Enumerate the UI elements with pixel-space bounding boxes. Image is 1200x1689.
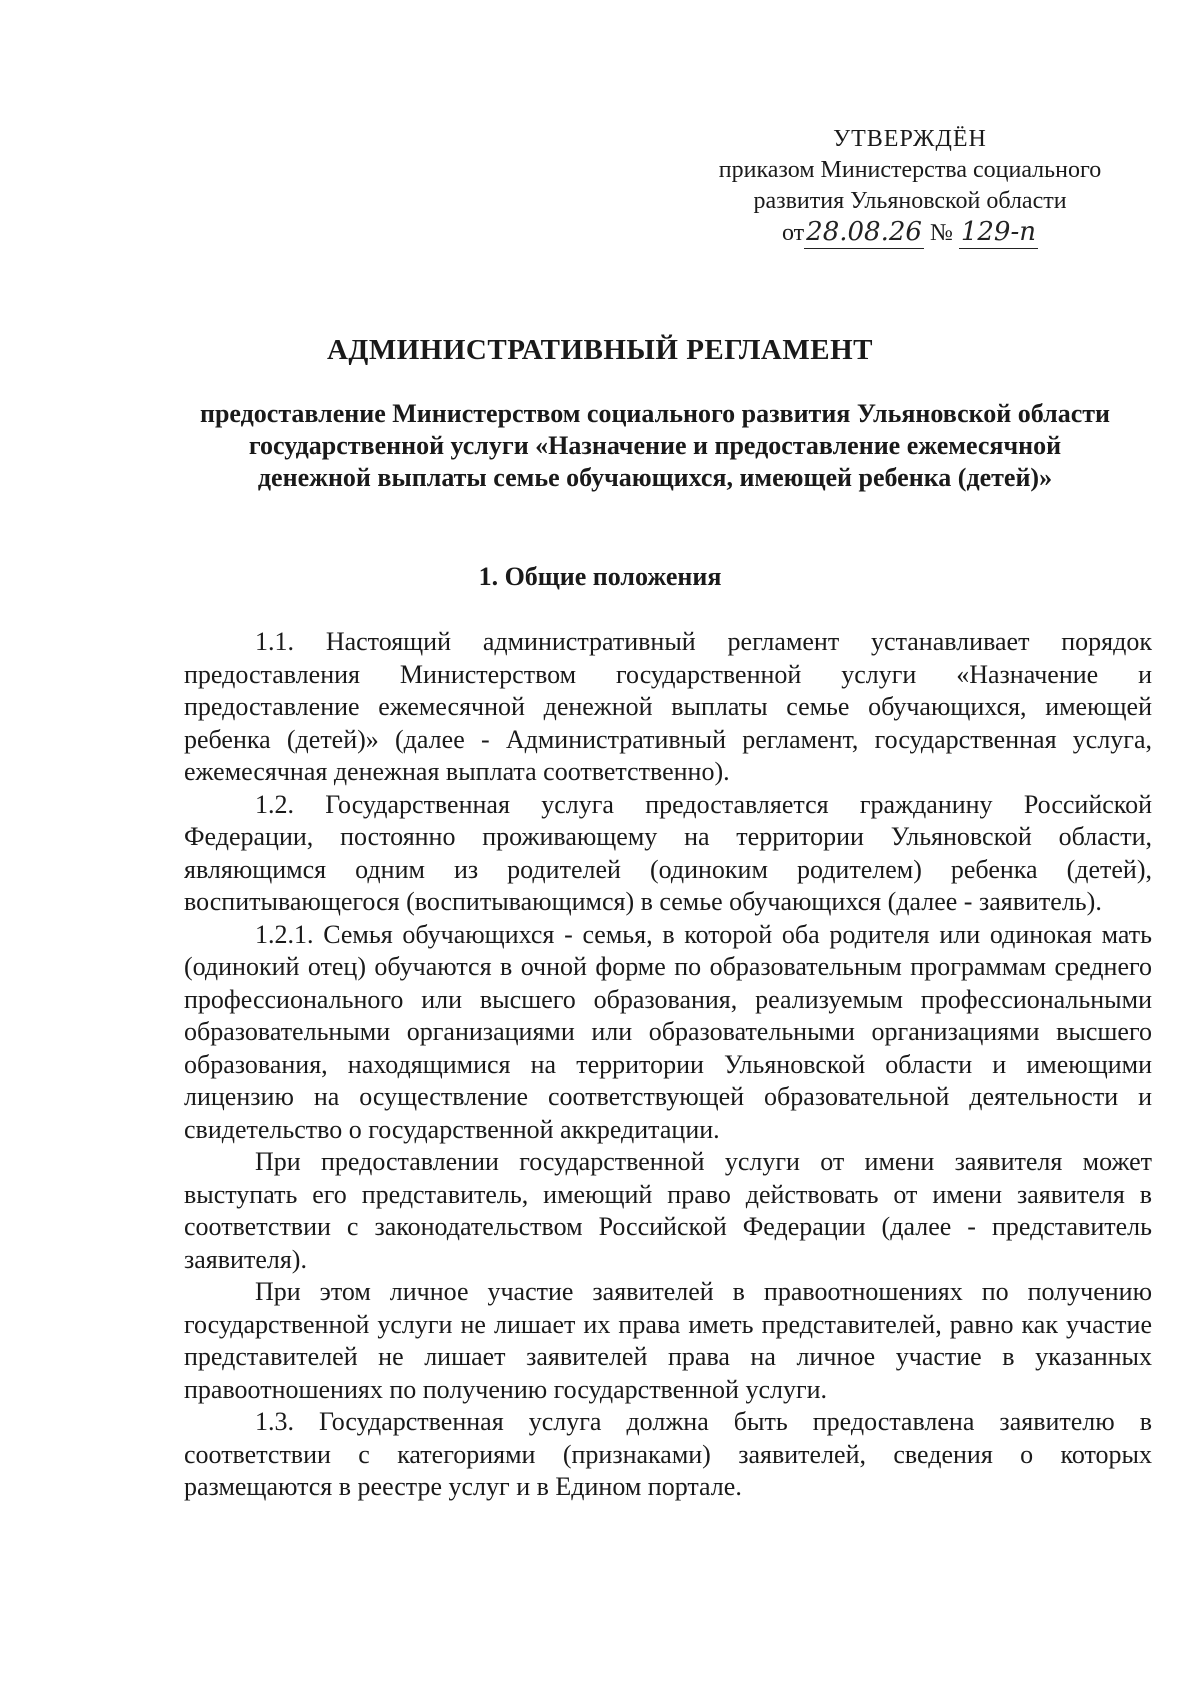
paragraph: 1.2. Государственная услуга предоставляется гражданину Российской Федерации, постоянно проживающему на территории Ульяновской области, являющимся одним из родителей (одиноким родителем) ребенка (детей), воспитывающегося (воспитывающимся) в семье обучающихся (далее - заявитель). (184, 789, 1152, 916)
number-prefix: № (929, 220, 953, 246)
paragraph: 1.1. Настоящий административный регламент устанавливает порядок предоставления Министерством государственной услуги «Назначение и предоставление ежемесячной денежной выплаты семье обучающихся, имеющей ребенка (детей)» (далее - Административный регламент, государственная услуга, ежемесячная денежная выплата соответственно). (184, 627, 1152, 786)
paragraph: При этом личное участие заявителей в правоотношениях по получению государственной услуги не лишает их права иметь представителей, равно как участие представителей не лишает заявителей права на личное участие в указанных правоотношениях по получению государственной услуги. (184, 1277, 1152, 1404)
approval-line-2: развития Ульяновской области (753, 188, 1067, 214)
approval-line-1: приказом Министерства социального (718, 157, 1102, 183)
approval-stamp-block (700, 124, 1120, 249)
handwritten-date: 28.08.26 (806, 217, 922, 247)
document-subtitle: предоставление Министерством социального развития Ульяновской области государственной услуги «Назначение и предоставление ежемесячной денежной выплаты семье обучающихся, имеющей ребенка (детей)» (199, 399, 1110, 492)
paragraph: При предоставлении государственной услуги от имени заявителя может выступать его представитель, имеющий право действовать от имени заявителя в соответствии с законодательством Российской Федерации (далее - представитель заявителя). (184, 1147, 1152, 1274)
section-heading: 1. Общие положения (478, 562, 722, 591)
paragraph: 1.3. Государственная услуга должна быть предоставлена заявителю в соответствии с категориями (признаками) заявителей, сведения о которых размещаются в реестре услуг и в Едином портале. (184, 1407, 1152, 1501)
approval-order-line (700, 217, 1120, 249)
handwritten-number: 129-п (960, 217, 1036, 247)
paragraph: 1.2.1. Семья обучающихся - семья, в которой оба родителя или одинокая мать (одинокий отец) обучаются в очной форме по образовательным программам среднего профессионального или высшего образования, реализуемым профессиональными образовательными организациями или образовательными организациями высшего образования, находящимися на территории Ульяновской области и имеющими лицензию на осуществление соответствующей образовательной деятельности и свидетельство о государственной аккредитации. (184, 919, 1152, 1144)
document-body (184, 626, 1152, 1504)
date-prefix: от (781, 220, 805, 246)
document-title: АДМИНИСТРАТИВНЫЙ РЕГЛАМЕНТ (326, 334, 873, 366)
approval-title: УТВЕРЖДЁН (833, 126, 987, 152)
